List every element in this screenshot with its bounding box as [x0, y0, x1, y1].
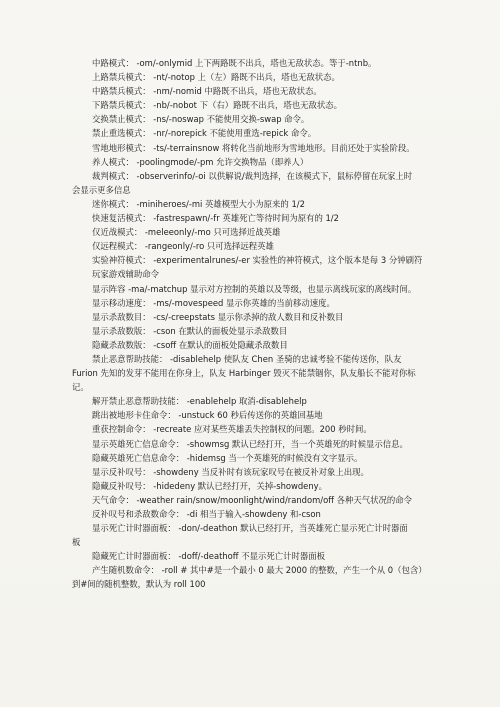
text-line: 显示移动速度： -ms/-movespeed 显示你英雄的当前移动速度。: [92, 297, 335, 308]
text-line: 禁止恶意帮助技能： -disablehelp 使队友 Chen 圣骑的忠诚考验不能传送你，队友: [92, 353, 402, 364]
text-line: 反补叹号和杀敌数命令： -di 相当于输入-showdeny 和-cson: [92, 509, 321, 519]
text-line: 显示杀敌数版： -cson 在默认的面板处显示杀敌数目: [92, 325, 288, 336]
text-line: 隐藏英雄死亡信息命令： -hidemsg 当一个英雄死的时候没有文字显示。: [92, 452, 363, 463]
text-line: 显示死亡计时器面板： -don/-deathon 默认已经打开，当英雄死亡显示死亡计时器面: [92, 523, 408, 534]
text-line: 上路禁兵模式： -nt/-notop 上（左）路既不出兵，塔也无敌状态。: [92, 72, 340, 83]
text-line: 重获控制命令： -recreate 应对某些英雄丢失控制权的问题。200 秒时间。: [92, 424, 372, 435]
text-line: 记。: [72, 382, 89, 393]
text-line: 显示杀敌数目： -cs/-creepstats 显示你杀掉的敌人数目和反补数目: [92, 311, 344, 322]
text-line: 交换禁止模式： -ns/-noswap 不能使用交换-swap 命令。: [92, 114, 310, 125]
text-line: 解开禁止恶意帮助技能： -enablehelp 取消-disablehelp: [92, 396, 307, 407]
text-line: 显示反补叹号： -showdeny 当反补时有该玩家叹号在被反补对象上出现。: [92, 466, 369, 477]
text-line: 禁止重选模式： -nr/-norepick 不能使用重选-repick 命令。: [92, 128, 317, 139]
text-line: 板: [72, 537, 81, 548]
text-line: 下路禁兵模式： -nb/-nobot 下（右）路既不出兵，塔也无敌状态。: [92, 100, 342, 111]
text-line: 迷你模式： -miniheroes/-mi 英雄模型大小为原来的 1/2: [92, 198, 305, 209]
text-line: 隐藏死亡计时器面板： -doff/-deathoff 不显示死亡计时器面板: [92, 551, 325, 562]
text-line: 天气命令： -weather rain/snow/moonlight/wind/random/off 各种天气状况的命令: [92, 494, 412, 505]
text-line: 实验神符模式： -experimentalrunes/-er 实验性的神符模式，这个版本是每 3 分钟刷符: [92, 255, 423, 266]
text-line: 中路模式： -om/-onlymid 上下两路既不出兵，塔也无敌状态。等于-ntnb。: [92, 58, 377, 68]
text-line: Furion 先知的发芽不能用在你身上，队友 Harbinger 毁灭不能禁锢你，队友船长不能对你标: [72, 368, 416, 379]
text-line: 显示英雄死亡信息命令： -showmsg 默认已经打开，当一个英雄死的时候显示信息。: [92, 438, 408, 449]
text-line: 产生随机数命令： -roll # 其中#是一个最小 0 最大 2000 的整数，产生一个从 0（包含）: [92, 565, 427, 576]
text-line: 会显示更多信息: [72, 184, 131, 195]
text-line: 快速复活模式： -fastrespawn/-fr 英雄死亡等待时间为原有的 1/2: [92, 213, 339, 224]
text-line: 隐藏反补叹号： -hidedeny 默认已经打开，关掉-showdeny。: [92, 480, 327, 491]
text-line: 跳出被地形卡住命令： -unstuck 60 秒后传送你的英雄回基地: [92, 410, 323, 421]
text-line: 中路禁兵模式： -nm/-nomid 中路既不出兵，塔也无敌状态。: [92, 86, 322, 97]
text-line: 隐藏杀敌数版： -csoff 在默认的面板处隐藏杀敌数目: [92, 339, 288, 350]
text-line: 仅远程模式： -rangeonly/-ro 只可选择远程英雄: [92, 241, 274, 252]
text-line: 到#间的随机整数，默认为 roll 100: [72, 579, 206, 590]
text-line: 雪地地形模式： -ts/-terrainsnow 将转化当前地形为雪地地形。目前还处于实验阶段。: [92, 142, 415, 153]
text-line: 显示阵容 -ma/-matchup 显示对方控制的英雄以及等级，也显示离线玩家的离线时间。: [92, 283, 417, 294]
document-body: [72, 58, 450, 594]
text-line: 养人模式： -poolingmode/-pm 允许交换物品（即养人）: [92, 156, 309, 167]
text-line: 仅近战模式： -meleeonly/-mo 只可选择近战英雄: [92, 227, 281, 238]
text-line: 玩家游戏辅助命令: [92, 269, 159, 280]
text-line: 裁判模式： -observerinfo/-oi 以供解说/裁判选择，在该模式下，鼠标停留在玩家上时: [92, 170, 413, 181]
